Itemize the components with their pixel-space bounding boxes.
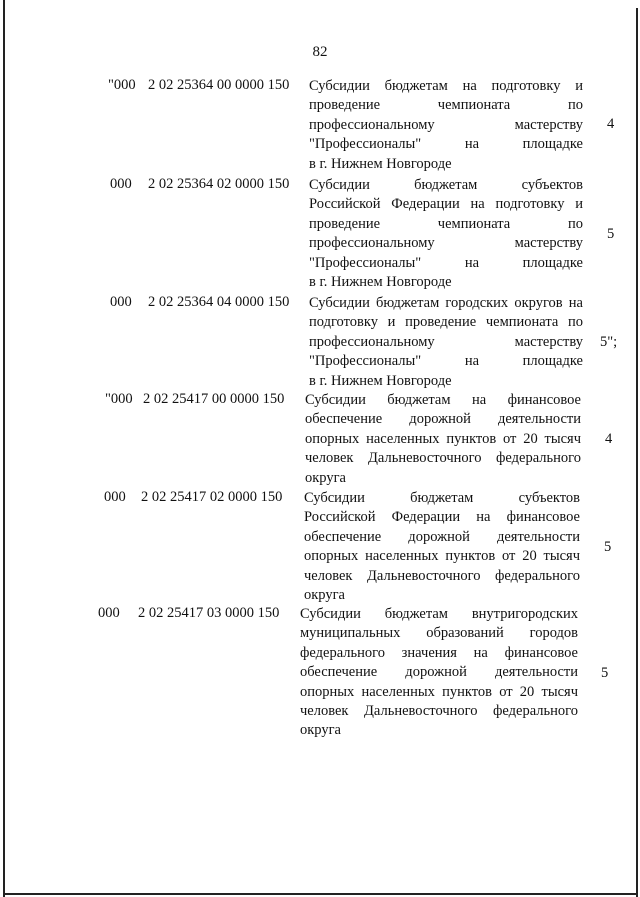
description-line: опорных населенных пунктов от 20 тысяч <box>305 430 581 447</box>
description-line: Субсидии бюджетам городских округов на <box>309 295 583 311</box>
description-line: человек Дальневосточного федерального <box>300 702 578 719</box>
budget-classification-code-cell: 2 02 25364 04 0000 150 <box>148 294 290 310</box>
description-line: муниципальных образований городов <box>300 625 578 642</box>
description-line: обеспечение дорожной деятельности <box>305 411 581 428</box>
standard-value-cell: 4 <box>605 431 613 447</box>
scan-border-left <box>3 0 5 897</box>
description-line: обеспечение дорожной деятельности <box>304 528 580 545</box>
description-cell <box>305 391 581 488</box>
description-line: Субсидии бюджетам внутригородских <box>300 606 578 622</box>
description-line: Субсидии бюджетам субъектов <box>309 177 583 193</box>
description-line: Российской Федерации на подготовку и <box>309 196 583 213</box>
description-line: человек Дальневосточного федерального <box>304 567 580 584</box>
description-line: опорных населенных пунктов от 20 тысяч <box>300 683 578 700</box>
description-line: округа <box>304 586 345 603</box>
description-cell <box>309 176 583 292</box>
description-line: подготовку и проведение чемпионата по <box>309 314 583 331</box>
budget-classification-code-cell: 2 02 25417 02 0000 150 <box>141 489 283 505</box>
description-line: округа <box>300 722 341 739</box>
admin-code-cell: "000 <box>108 77 136 93</box>
admin-code-cell: 000 <box>110 176 132 192</box>
description-line: "Профессионалы" на площадке <box>309 254 583 271</box>
description-line: в г. Нижнем Новгороде <box>309 155 452 172</box>
scan-border-right <box>636 8 638 897</box>
description-line: "Профессионалы" на площадке <box>309 353 583 370</box>
description-line: профессиональному мастерству <box>309 235 583 252</box>
description-cell <box>300 605 578 741</box>
description-line: в г. Нижнем Новгороде <box>309 273 452 290</box>
description-line: "Профессионалы" на площадке <box>309 136 583 153</box>
standard-value-cell: 4 <box>607 116 615 132</box>
description-line: Субсидии бюджетам на подготовку и <box>309 78 583 94</box>
standard-value-cell: 5 <box>604 539 612 555</box>
admin-code-cell: 000 <box>110 294 132 310</box>
description-line: в г. Нижнем Новгороде <box>309 372 452 389</box>
description-line: проведение чемпионата по <box>309 97 583 114</box>
description-line: человек Дальневосточного федерального <box>305 450 581 467</box>
budget-classification-code-cell: 2 02 25417 00 0000 150 <box>143 391 285 407</box>
standard-value-cell: 5 <box>601 665 609 681</box>
description-cell <box>309 294 583 391</box>
description-line: Российской Федерации на финансовое <box>304 509 580 526</box>
description-cell <box>309 77 583 174</box>
description-line: Субсидии бюджетам субъектов <box>304 490 580 506</box>
description-line: федерального значения на финансовое <box>300 644 578 661</box>
description-line: округа <box>305 469 346 486</box>
budget-classification-code-cell: 2 02 25364 00 0000 150 <box>148 77 290 93</box>
description-line: опорных населенных пунктов от 20 тысяч <box>304 548 580 565</box>
standard-value-cell: 5 <box>607 226 615 242</box>
admin-code-cell: "000 <box>105 391 133 407</box>
description-line: Субсидии бюджетам на финансовое <box>305 392 581 408</box>
description-line: обеспечение дорожной деятельности <box>300 664 578 681</box>
description-line: профессиональному мастерству <box>309 116 583 133</box>
description-cell <box>304 489 580 605</box>
description-line: проведение чемпионата по <box>309 215 583 232</box>
admin-code-cell: 000 <box>98 605 120 621</box>
admin-code-cell: 000 <box>104 489 126 505</box>
budget-classification-code-cell: 2 02 25417 03 0000 150 <box>138 605 280 621</box>
description-line: профессиональному мастерству <box>309 333 583 350</box>
scan-border-bottom <box>3 893 638 895</box>
standard-value-cell: 5"; <box>600 334 618 350</box>
page-number: 82 <box>312 44 328 60</box>
budget-classification-code-cell: 2 02 25364 02 0000 150 <box>148 176 290 192</box>
